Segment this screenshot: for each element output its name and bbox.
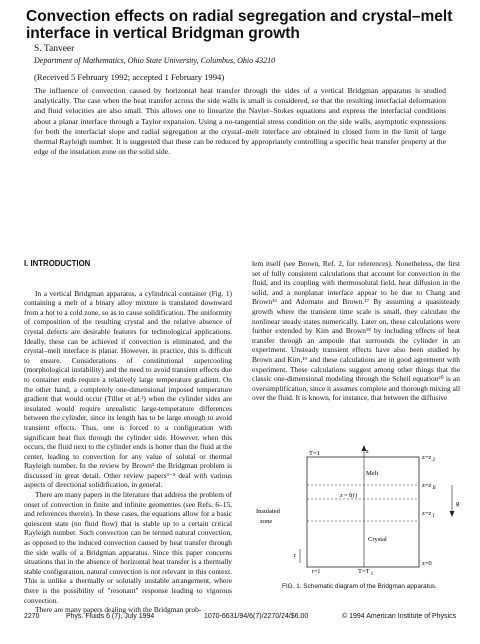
figure-1 — [252, 445, 462, 575]
label-z2: $z=z_2$ — [422, 454, 435, 463]
journal-citation: Phys. Fluids 6 (7), July 1994 — [66, 613, 155, 620]
copyright: © 1994 American Institute of Physics — [342, 613, 457, 620]
section-heading: I. INTRODUCTION — [24, 259, 91, 268]
container-outline — [307, 457, 419, 567]
gravity-arrowhead — [450, 511, 455, 517]
label-melt: Melt — [366, 470, 379, 477]
author: S. Tanveer — [34, 44, 75, 54]
label-z: z — [366, 448, 369, 455]
intro-paragraph-2: There are many papers in the literature that address the problem of onset of convection in finite and infinite geometries (see Refs. 6–15, and references therein). In these cases, the equations allow for a basic quiescent state (no fluid flow) that is stable up to a certain critical Rayleigh number. Such convection can be termed natural convection, as opposed to the induced convection caused by heat transfer through the side walls of a Bridgman apparatus. Since this paper concerns situations that in the absence of horizontal heat transfer is a thermally stable configuration, natural convection is not relevant in this context. This is unlike a thermally or solutally unstable arrangement, where there is the possibility of "resonant" response leading to vigorous convection. — [24, 490, 232, 605]
label-r: r — [294, 552, 297, 559]
intro-paragraph-continued: lem itself (see Brown, Ref. 2, for references). Nonetheless, the first set of fully consistent calculations that account for convection in the fluid, and its coupling with thermosolutal field, heat diffusion in the solid, and a nonplanar interface appear to be due to Chang and Brown¹⁶ and Adornato and Brown.¹⁷ By assuming a quasisteady growth where the transient time scale is small, they calculate the nonlinear steady states numerically. Later on, these calculations were further extended by Kim and Brown¹⁸ by including effects of heat transfer through an ampoule that surrounds the cylinder in an experiment. Unsteady transient effects have also been studied by Brown and Kim,¹⁹ and these calculations are in good agreement with experiment. These calculations suggest among other things that the classic one-dimensional modeling through the Scheil equation²⁰ is an oversimplification, since it assumes complete and thorough mixing all over the fluid. It is known, for instance, that between the diffusive — [252, 259, 460, 403]
affiliation: Department of Mathematics, Ohio State University, Columbus, Ohio 43210 — [34, 56, 276, 65]
bridgman-schematic — [252, 445, 462, 575]
left-column — [24, 259, 232, 615]
label-zI: $z=z_I$ — [422, 510, 435, 519]
label-t1: T=1 — [309, 450, 320, 457]
label-tt: $T=T_1$ — [358, 568, 374, 575]
label-g: g — [456, 500, 460, 507]
label-crystal: Crystal — [368, 536, 387, 543]
article-code: 1070-6631/94/6(7)/2270/24/$6.00 — [204, 613, 309, 620]
label-interface: z = f(r) — [340, 493, 358, 499]
article-title: Convection effects on radial segregation and crystal–melt interface in vertical Bridgman growth — [26, 8, 453, 42]
figure-caption: FIG. 1. Schematic diagram of the Bridgman apparatus. — [282, 583, 437, 590]
label-insulated: Insulated — [256, 508, 280, 515]
received-dates: (Received 5 February 1992; accepted 1 February 1994) — [34, 72, 225, 82]
label-zone: zone — [260, 518, 273, 525]
intro-paragraph-3: There are many papers dealing with the Bridgman prob- — [35, 605, 202, 615]
label-zII: $z=z_{II}$ — [422, 482, 436, 491]
label-r1: r=1 — [312, 569, 321, 575]
intro-paragraph-1: In a vertical Bridgman apparatus, a cylindrical container (Fig. 1) containing a melt of a binary alloy mixture is translated downward from a hot to a cold zone, so as to cause solidification. The uniformity of composition of the resulting crystal and the relative absence of crystal defects are desirable features for technological applications. Ideally, these can be achieved if convection is eliminated, and the crystal–melt interface is planar. However, in practice, this is difficult to ensure. Considerations of constitutional supercooling (morphological instability) and the need to avoid transient effects due to container ends require a relatively large temperature gradient. On the other hand, a completely one-dimensional imposed temperature gradient that would occur (Tiller et al.¹) when the cylinder sides are insulated would require unrealistic large-temperature differences between the cylinder, since its length has to be large enough to avoid transient effects. Thus, one is forced to a configuration with significant heat flux through the cylinder side. However, when this occurs, the fluid next to the cylinder ends is hotter than the fluid at the center, leading to convection for any value of solutal or thermal Rayleigh number. In the review by Brown² the Bridgman problem is discussed in great detail. Other review papers³⁻⁵ deal with various aspects of directional solidification, in general. — [24, 288, 232, 490]
label-z0: z=0 — [422, 560, 432, 567]
abstract: The influence of convection caused by horizontal heat transfer through the sides of a vertical Bridgman apparatus is studied analytically. The case when the heat transfer across the side walls is small is considered, so that the resulting interfacial deformation and fluid velocities are also small. This allows one to linearize the Navier–Stokes equations and express the interfacial conditions about a planar interface through a Taylor expansion. Using a no-tangential stress condition on the side walls, asymptotic expressions for both the interfacial slope and radial segregation at the crystal–melt interface are obtained in closed form in the limit of large thermal Rayleigh number. It is suggested that these can be reduced by appropriately controlling a specific heat transfer property at the edge of the insulation zone on the solid side. — [34, 86, 446, 157]
right-column — [252, 259, 460, 403]
page-number: 2270 — [24, 613, 40, 620]
